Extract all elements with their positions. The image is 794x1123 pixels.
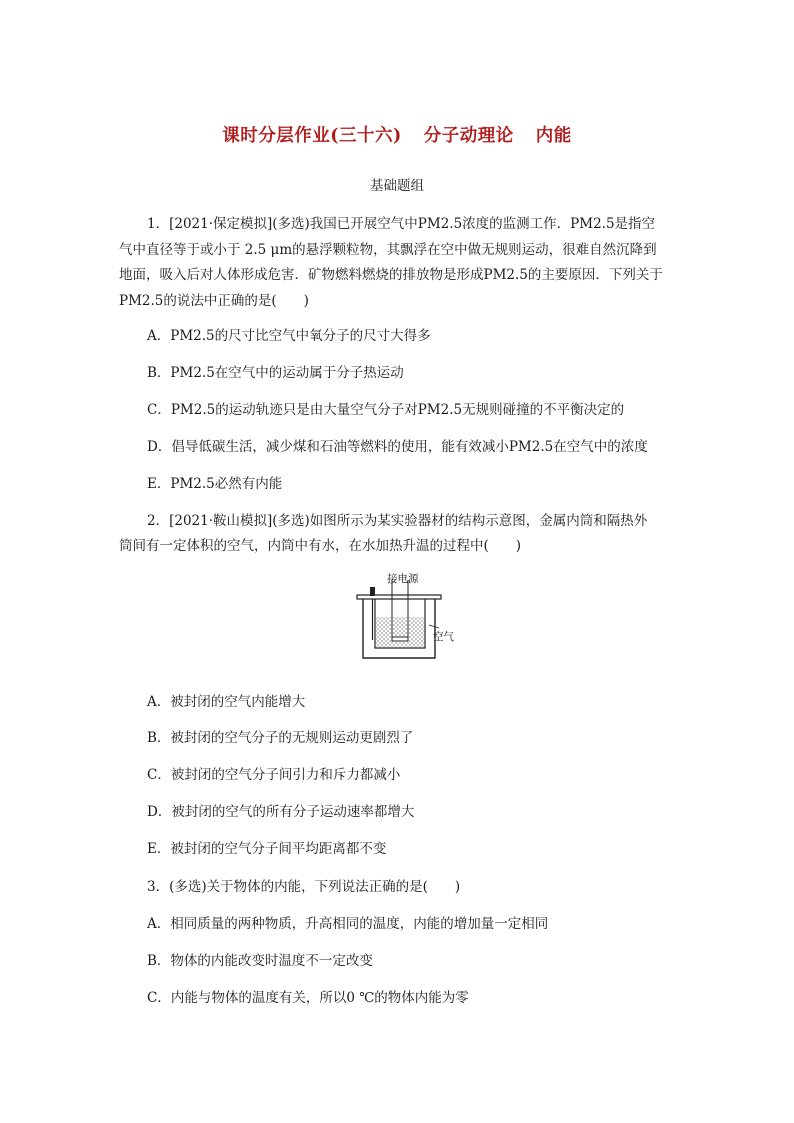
q2-option-d: D．被封闭的空气的所有分子运动速率都增大	[147, 804, 415, 820]
page-title	[0, 122, 794, 147]
plug-icon	[370, 587, 375, 596]
title-left: 课时分层作业(三十六)	[222, 126, 402, 146]
q2-line-1: 2．[2021·鞍山模拟](多选)如图所示为某实验器材的结构示意图，金属内筒和隔热外	[147, 513, 648, 529]
q3-option-c: C．内能与物体的温度有关，所以0 ℃的物体内能为零	[147, 990, 469, 1006]
heater-icon	[392, 637, 408, 641]
q1-option-e: E．PM2.5必然有内能	[147, 476, 283, 492]
q2-option-e: E．被封闭的空气分子间平均距离都不变	[147, 841, 387, 857]
section-heading: 基础题组	[370, 178, 424, 194]
water	[376, 617, 424, 647]
q3-line-1: 3．(多选)关于物体的内能，下列说法正确的是( )	[147, 879, 461, 895]
lid	[357, 595, 441, 599]
q3-option-a: A．相同质量的两种物质，升高相同的温度，内能的增加量一定相同	[147, 916, 549, 932]
q2-option-a: A．被封闭的空气内能增大	[147, 694, 306, 710]
apparatus-diagram	[355, 570, 465, 665]
q1-option-d: D．倡导低碳生活，减少煤和石油等燃料的使用，能有效减小PM2.5在空气中的浓度	[147, 439, 648, 455]
apparatus-figure	[355, 570, 465, 665]
q1-line-4: PM2.5的说法中正确的是( )	[119, 293, 309, 309]
label-power: 接电源	[387, 573, 419, 585]
q1-option-c: C．PM2.5的运动轨迹只是由大量空气分子对PM2.5无规则碰撞的不平衡决定的	[147, 402, 625, 418]
q1-line-3: 地面，吸入后对人体形成危害．矿物燃料燃烧的排放物是形成PM2.5的主要原因．下列关于	[119, 267, 663, 283]
q1-option-b: B．PM2.5在空气中的运动属于分子热运动	[147, 365, 404, 381]
q1-option-a: A．PM2.5的尺寸比空气中氧分子的尺寸大得多	[147, 328, 431, 344]
label-air: 空气	[433, 631, 454, 643]
title-right-2: 内能	[535, 126, 572, 146]
q3-option-b: B．物体的内能改变时温度不一定改变	[147, 953, 373, 969]
q2-option-b: B．被封闭的空气分子的无规则运动更剧烈了	[147, 730, 414, 746]
q2-option-c: C．被封闭的空气分子间引力和斥力都减小	[147, 767, 401, 783]
q1-line-2: 气中直径等于或小于 2.5 μm的悬浮颗粒物，其飘浮在空中做无规则运动，很难自然沉降到	[119, 242, 657, 258]
title-right-1: 分子动理论	[423, 126, 514, 146]
q2-line-2: 筒间有一定体积的空气，内筒中有水，在水加热升温的过程中( )	[119, 538, 522, 554]
q1-line-1: 1．[2021·保定模拟](多选)我国已开展空气中PM2.5浓度的监测工作．PM2.5是指空	[147, 216, 656, 232]
